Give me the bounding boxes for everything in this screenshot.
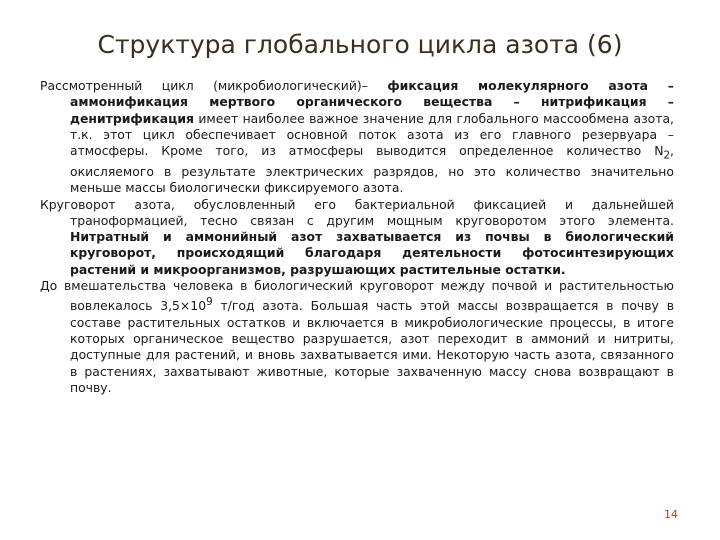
text-run: Рассмотренный цикл (микробиологический)–: [40, 78, 388, 93]
bold-text-run: фиксация молекулярного азота – аммонификация мертвого органического вещества – нитрификация – денитрификация: [70, 78, 674, 126]
slide-title: Структура глобального цикла азота (6): [97, 30, 623, 59]
paragraph-human-impact: [40, 278, 674, 396]
paragraph-nitrogen-cycle: [40, 78, 674, 197]
text-run: , окисляемого в результате электрических разрядов, но это количество значительно меньше массы биологически фиксируемого азота.: [70, 143, 674, 196]
text-run: имеет наиболее важное значение для глобального массообмена азота, т.к. этот цикл обеспечивает основной поток азота из его главного резервуара – атмосферы. Кроме того, из атмосферы выводится определенное количество N: [70, 110, 674, 159]
page-number: 14: [664, 508, 678, 521]
superscript: 9: [206, 296, 213, 309]
paragraph-bacterial-fixation: [40, 197, 674, 278]
bold-text-run: Нитратный и аммонийный азот захватывается из почвы в биологический круговорот, происходящий благодаря деятельности фотосинтезирующих растений и микроорганизмов, разрушающих растительные остатки.: [70, 229, 674, 277]
text-run: т/год азота. Большая часть этой массы возвращается в почву в составе растительных остатков и включается в микробиологические процессы, в итоге которых органическое вещество разрушается, азот переходит в аммоний и нитриты, доступные для растений, и вновь захватывается ими. Некоторую часть азота, связанного в растениях, захватывают животные, которые захваченную массу снова возвращают в почву.: [70, 298, 674, 395]
text-run: До вмешательства человека в биологический круговорот между почвой и растительностью вовлекалось 3,5×10: [40, 278, 674, 314]
text-run: Круговорот азота, обусловленный его бактериальной фиксацией и дальнейшей траноформацией, тесно связан с другим мощным круговоротом этого элемента.: [40, 196, 674, 228]
subscript: 2: [663, 149, 671, 162]
slide-body: [40, 78, 674, 396]
